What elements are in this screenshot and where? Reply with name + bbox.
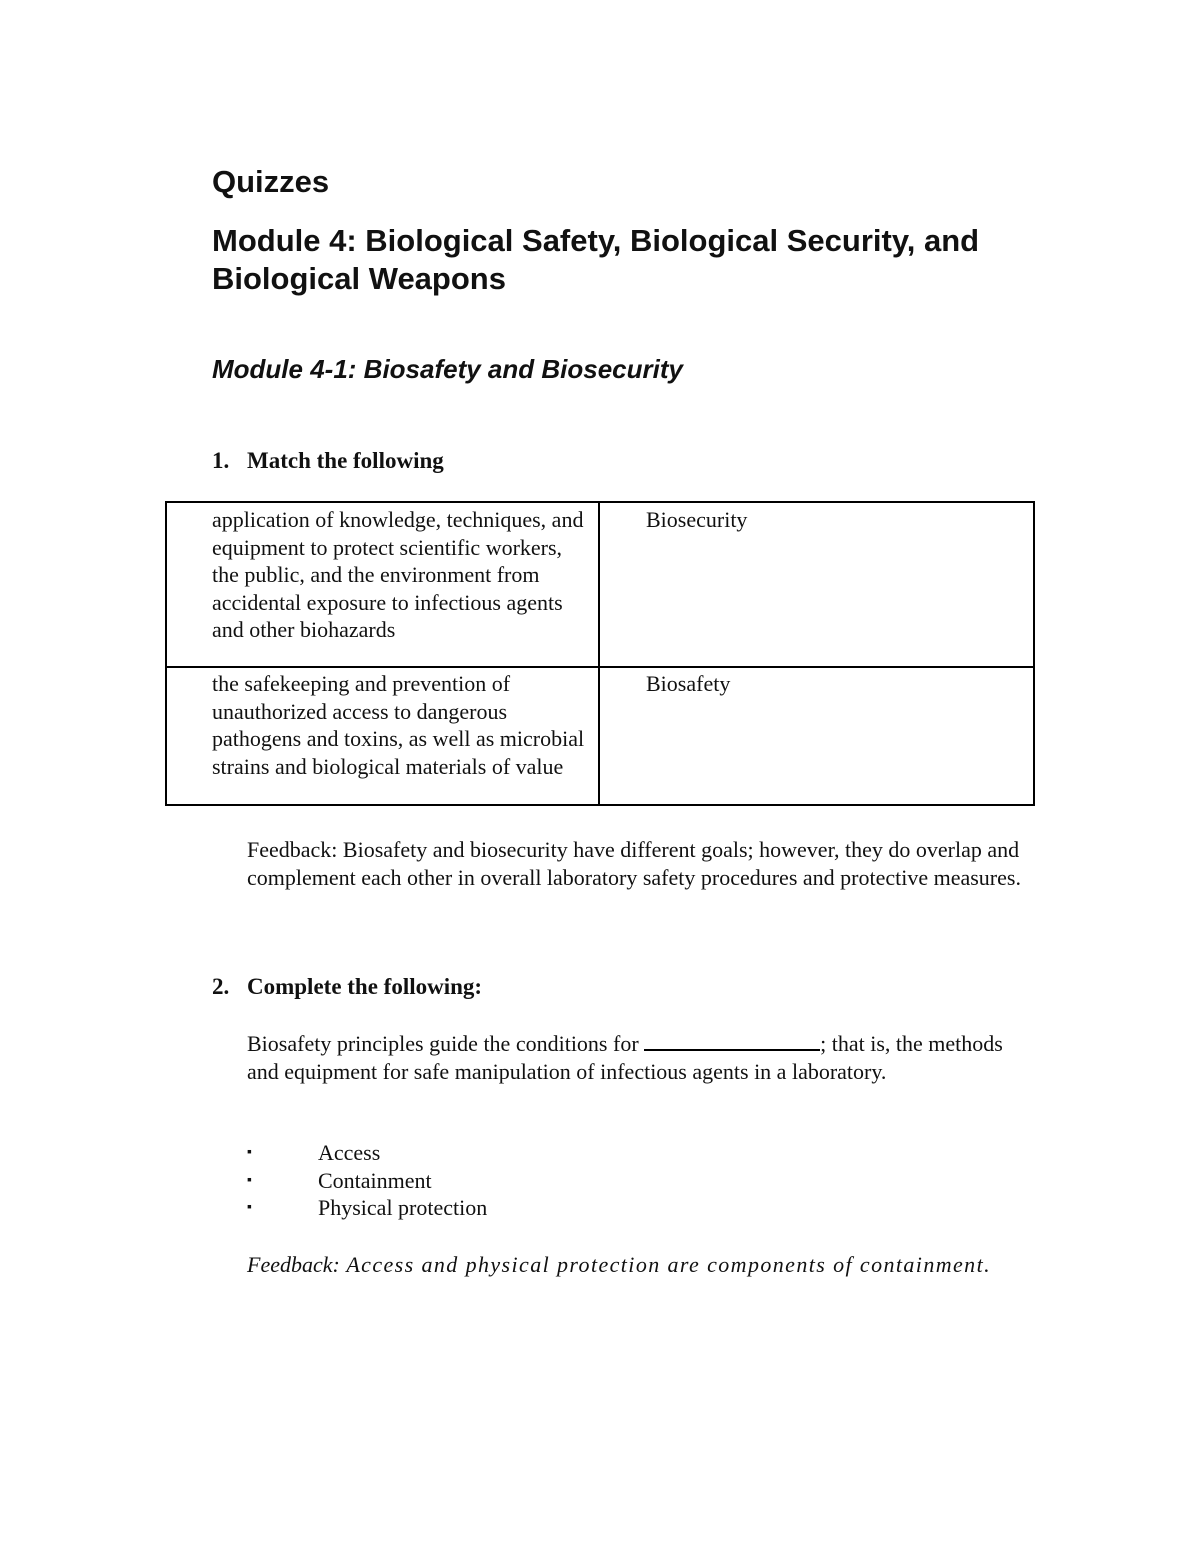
list-item xyxy=(247,1194,487,1222)
definition-cell: application of knowledge, techniques, and equipment to protect scientific workers, the public, and the environment from accidental exposure to infectious agents and other biohazards xyxy=(166,502,599,667)
submodule-heading: Module 4-1: Biosafety and Biosecurity xyxy=(212,354,683,384)
feedback-label: Feedback: xyxy=(247,1252,340,1277)
page-title: Quizzes xyxy=(212,164,330,199)
answer-blank xyxy=(644,1029,820,1051)
option-label: Physical protection xyxy=(318,1195,488,1220)
definition-cell: the safekeeping and prevention of unauthorized access to dangerous pathogens and toxins, as well as microbial strains and biological materials of value xyxy=(166,667,599,805)
question-2-text: Complete the following: xyxy=(247,974,483,999)
list-item xyxy=(247,1139,487,1167)
term-cell: Biosecurity xyxy=(599,502,1034,667)
question-1-title xyxy=(212,447,444,475)
question-1-number: 1. xyxy=(212,448,230,473)
answer-options xyxy=(247,1139,487,1222)
question-2-prompt xyxy=(247,1029,1037,1086)
module-heading: Module 4: Biological Safety, Biological Security, and Biological Weapons xyxy=(212,223,980,296)
prompt-text-after: ; that is, the methods and equipment for safe manipulation of infectious agents in a laboratory. xyxy=(247,1031,1003,1084)
question-2-number: 2. xyxy=(212,974,230,999)
table-row xyxy=(166,502,1034,667)
option-label: Containment xyxy=(318,1167,432,1193)
feedback-text: Access and physical protection are components of containment. xyxy=(339,1252,991,1277)
match-table xyxy=(165,501,1035,806)
bullet-icon: ▪ xyxy=(247,1172,252,1188)
bullet-icon: ▪ xyxy=(247,1145,252,1160)
option-label: Access xyxy=(318,1140,381,1165)
term-cell: Biosafety xyxy=(599,667,1034,805)
question-2-feedback xyxy=(247,1251,1037,1279)
table-row xyxy=(166,667,1034,805)
question-1-text: Match the following xyxy=(247,448,444,473)
prompt-text-before: Biosafety principles guide the conditions for xyxy=(247,1031,645,1056)
question-2-title xyxy=(212,973,482,1001)
list-item xyxy=(247,1167,487,1195)
bullet-icon: ▪ xyxy=(247,1200,252,1215)
question-1-feedback: Feedback: Biosafety and biosecurity have different goals; however, they do overlap and complement each other in overall laboratory safety procedures and protective measures. xyxy=(247,837,1021,890)
